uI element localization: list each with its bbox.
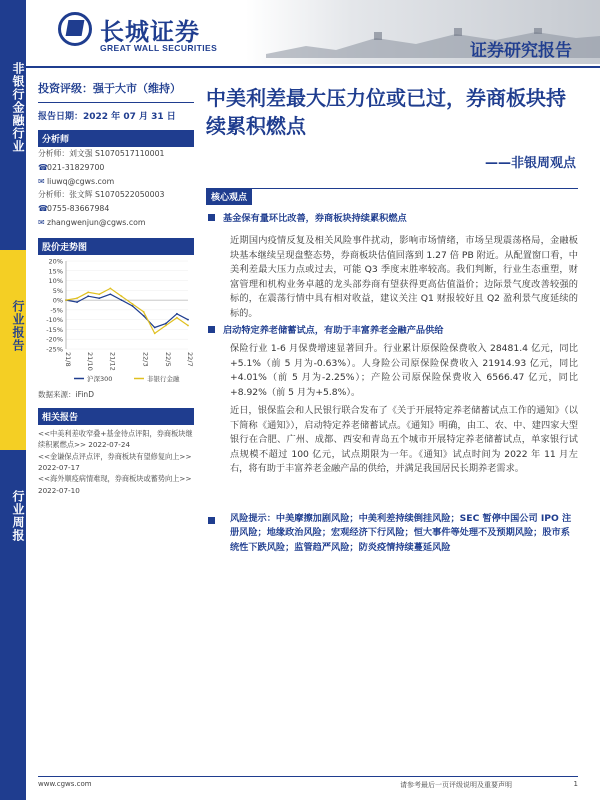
series-point bbox=[76, 297, 78, 299]
series-point bbox=[187, 319, 189, 321]
stock-price-chart bbox=[38, 257, 194, 387]
series-point bbox=[154, 332, 156, 334]
y-tick-label: 5% bbox=[52, 286, 63, 295]
x-tick-label: 21/12 bbox=[108, 351, 117, 371]
series-point bbox=[165, 322, 167, 324]
risk-warning: 风险提示：中美摩擦加剧风险；中美利差持续倒挂风险；SEC 暂停中国公司 IPO 注册风险；地缘政治风险；宏观经济下行风险；恒大事件等处理不及预期风险；股市系统性下跌风险；监管趋严风险；防炎疫情持续蔓延风险 bbox=[230, 513, 572, 553]
x-tick-label: 21/10 bbox=[86, 351, 95, 371]
analyst-1-email[interactable]: ✉ liuwq@cgws.com bbox=[38, 175, 194, 189]
y-tick-label: -25% bbox=[46, 345, 63, 354]
y-tick-label: -20% bbox=[46, 335, 63, 344]
bullet-heading-2: 启动特定养老储蓄试点，有助于丰富养老金融产品供给 bbox=[208, 322, 578, 336]
analyst-list bbox=[38, 147, 194, 230]
report-subtitle: ——非银周观点 bbox=[484, 156, 576, 171]
analyst-1: 分析师：刘文强 S1070517110001 bbox=[38, 149, 165, 158]
series-point bbox=[187, 324, 189, 326]
related-reports-list bbox=[38, 428, 194, 496]
investment-rating: 投资评级：强于大市（维持） bbox=[38, 82, 181, 95]
related-report-item[interactable]: <<金谦保点评点评，券商板块有望修复向上>> 2022-07-17 bbox=[38, 451, 192, 472]
company-logo-icon bbox=[58, 12, 92, 46]
series-point bbox=[154, 326, 156, 328]
sidebar-report-label: 行业报告 bbox=[11, 300, 25, 352]
y-tick-label: -5% bbox=[50, 306, 63, 315]
series-point bbox=[109, 287, 111, 289]
email-icon: ✉ bbox=[38, 176, 45, 186]
core-divider bbox=[206, 188, 578, 189]
sidebar-industry-label: 非银行金融行业 bbox=[11, 62, 25, 153]
page-number: 1 bbox=[573, 780, 578, 788]
rating-divider bbox=[38, 102, 194, 103]
y-tick-label: -10% bbox=[46, 315, 63, 324]
report-type-label: 证券研究报告 bbox=[470, 41, 572, 61]
sidebar-weekly-label: 行业周报 bbox=[11, 490, 25, 542]
footer-disclaimer: 请参考最后一页评级说明及重要声明 bbox=[400, 781, 512, 789]
square-bullet-icon bbox=[208, 326, 215, 333]
legend-label: 沪深300 bbox=[87, 374, 113, 383]
series-point bbox=[165, 324, 167, 326]
x-tick-label: 22/3 bbox=[141, 351, 150, 367]
company-logo-english: GREAT WALL SECURITIES bbox=[100, 43, 218, 53]
page-header bbox=[26, 0, 600, 64]
series-point bbox=[176, 313, 178, 315]
series-line-2 bbox=[66, 288, 188, 333]
y-tick-label: 10% bbox=[48, 276, 63, 285]
series-point bbox=[76, 301, 78, 303]
series-point bbox=[176, 317, 178, 319]
series-point bbox=[121, 299, 123, 301]
x-tick-label: 22/7 bbox=[186, 351, 194, 367]
series-point bbox=[132, 303, 134, 305]
square-bullet-icon bbox=[208, 214, 215, 221]
risk-bullet bbox=[208, 516, 222, 527]
series-point bbox=[132, 305, 134, 307]
bullet-heading-1: 基金保有量环比改善，券商板块持续累积燃点 bbox=[208, 210, 578, 224]
analyst-2: 分析师：张文辉 S1070522050003 bbox=[38, 190, 165, 200]
square-bullet-icon bbox=[208, 517, 215, 524]
series-point bbox=[98, 293, 100, 295]
chart-source: 数据来源：iFinD bbox=[38, 389, 94, 399]
related-report-item[interactable]: <<中美利差收窄叠+基金待点评阳，券商板块继续积累燃点>> 2022-07-24 bbox=[38, 428, 193, 450]
series-point bbox=[143, 311, 145, 313]
left-column bbox=[38, 80, 194, 496]
header-divider bbox=[26, 66, 600, 68]
y-tick-label: -15% bbox=[46, 325, 63, 334]
analyst-section-head: 分析师 bbox=[38, 130, 194, 147]
y-tick-label: 20% bbox=[48, 257, 63, 266]
series-point bbox=[87, 295, 89, 297]
series-point bbox=[65, 299, 67, 301]
footer-divider bbox=[38, 776, 578, 777]
x-tick-label: 22/5 bbox=[163, 351, 172, 367]
analyst-2-phone: ☎0755-83667984 bbox=[38, 202, 194, 216]
series-point bbox=[98, 297, 100, 299]
series-point bbox=[87, 291, 89, 293]
company-logo-text: 长城证券 bbox=[100, 17, 200, 46]
report-title: 中美利差最大压力位或已过，券商板块持续累积燃点 bbox=[206, 86, 566, 138]
y-tick-label: 0% bbox=[52, 296, 63, 305]
y-tick-label: 15% bbox=[48, 267, 63, 276]
analyst-2-email[interactable]: ✉ zhangwenjun@cgws.com bbox=[38, 216, 194, 230]
related-reports-head: 相关报告 bbox=[38, 408, 194, 425]
analyst-1-phone: ☎021-31829700 bbox=[38, 161, 194, 175]
report-date: 报告日期：2022 年 07 月 31 日 bbox=[38, 112, 176, 122]
stock-price-chart-svg bbox=[38, 257, 194, 387]
series-point bbox=[143, 315, 145, 317]
series-point bbox=[121, 295, 123, 297]
phone-icon: ☎ bbox=[38, 204, 48, 214]
paragraph-1: 近期国内疫情反复及相关风险事件扰动，影响市场情绪，市场呈现震荡格局，金融板块基本继续呈现盘整态势，券商板块估值回落到 1.27 倍 PB 附近。从配置窗口看，中美利差最大压力点或过去，可能 Q3 季度末胜率较高。我们判断，行业生态重塑，财富管理和机构业务卓越的龙头部券商有望获得更高估值溢价；边际景气度改善较强的标的，在震荡行情中具有相对收益，建议关注 Q1 财报较好且 Q2 盈利景气度延续的标的。 bbox=[230, 235, 578, 319]
core-view-head: 核心观点 bbox=[206, 188, 252, 205]
phone-icon: ☎ bbox=[38, 162, 48, 172]
email-icon: ✉ bbox=[38, 217, 45, 227]
paragraph-2: 保险行业 1-6 月保费增速显著回升。行业累计原保险保费收入 28481.4 亿元，同比+5.1%（前 5 月为-0.63%）。人身险公司原保险保费收入 21914.93 亿元，同比+4.01%（前 5 月为-2.25%）；产险公司原保险保费收入 6566.47 亿元，同比+8.92%（前 5 月为+5.8%）。 bbox=[230, 343, 578, 398]
footer-website[interactable]: www.cgws.com bbox=[38, 780, 92, 788]
related-report-item[interactable]: <<海外顺疫病情难现，券商板块或蓄势向上>> 2022-07-10 bbox=[38, 474, 192, 495]
paragraph-3: 近日，银保监会和人民银行联合发布了《关于开展特定养老储蓄试点工作的通知》（以下简称《通知》），启动特定养老储蓄试点。《通知》明确，由工、农、中、建四家大型银行在合肥、广州、成都、西安和青岛五个城市开展特定养老储蓄试点，单家银行试点规模不超过 100 亿元，试点期限为一年。《通知》试点时间为 2022 年 11 月左右，将有助于丰富养老金融产品的供给，并满足我国居民长期养老需求。 bbox=[230, 405, 578, 475]
x-tick-label: 21/8 bbox=[64, 351, 72, 367]
legend-label: 非银行金融 bbox=[147, 374, 180, 383]
series-point bbox=[109, 293, 111, 295]
stock-chart-head: 股价走势图 bbox=[38, 238, 194, 255]
